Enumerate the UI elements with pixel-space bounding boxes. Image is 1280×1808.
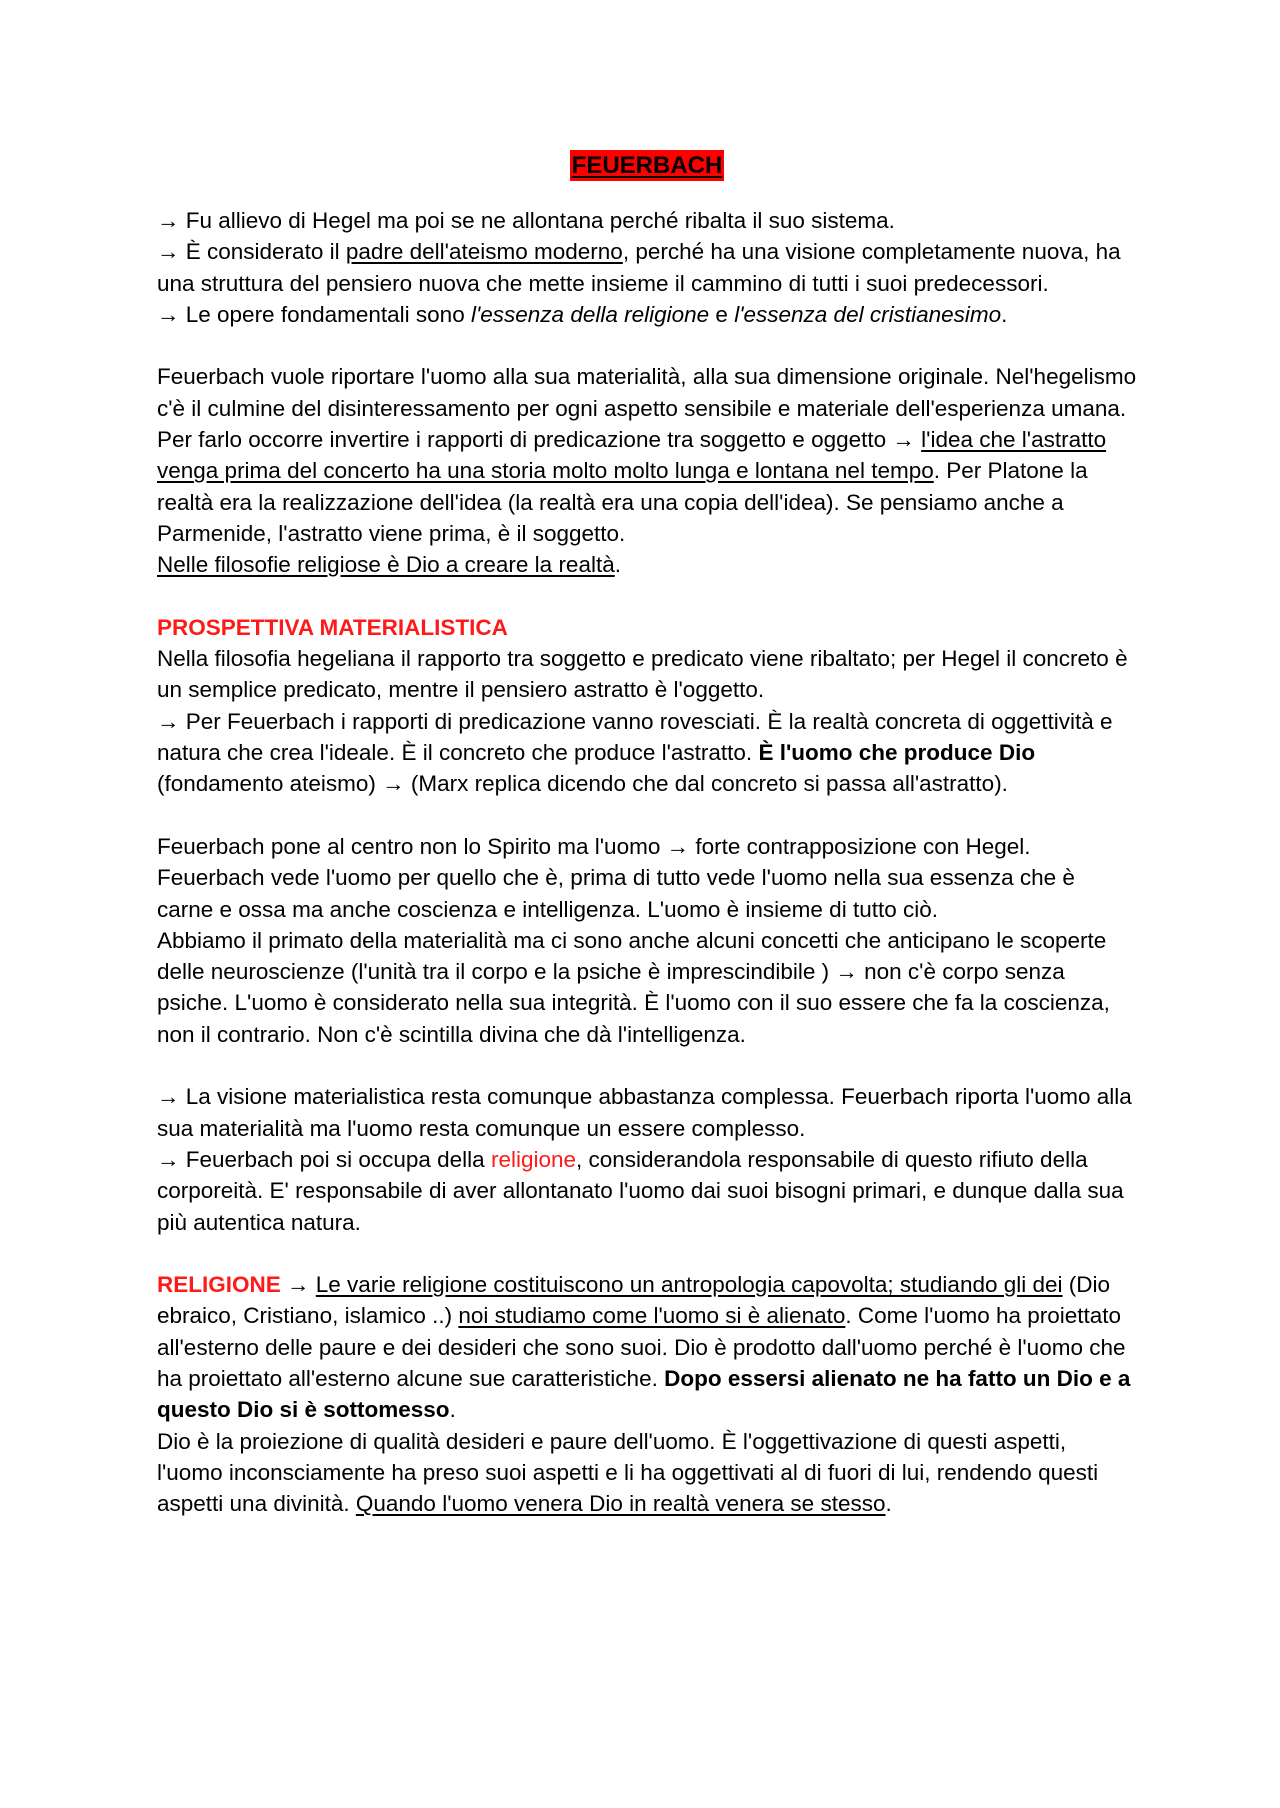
text-span: . Come l'uomo ha proiettato all'esterno delle paure e dei desideri che sono suoi. Dio è prodotto dall'uomo perché è l'uomo che ha proiettato all'esterno alcune sue caratteristiche.	[157, 1303, 1126, 1391]
paragraph-neuroscienze: Abbiamo il primato della materialità ma ci sono anche alcuni concetti che anticipano le scoperte delle neuroscienze (l'unità tra il corpo e la psiche è imprescindibile ) → non c'è corpo senza psiche. L'uomo è considerato nella sua integrità. È l'uomo con il suo essere che fa la coscienza, non il contrario. Non c'è scintilla divina che dà l'intelligenza.	[157, 927, 1110, 1047]
underlined-text: Nelle filosofie religiose è Dio a creare la realtà	[157, 552, 615, 578]
bold-text: Dopo essersi alienato ne ha fatto un Dio e a questo Dio si è sottomesso	[157, 1365, 1131, 1423]
text-span: Feuerbach vuole riportare l'uomo alla sua materialità, alla sua dimensione originale. Nel'hegelismo c'è il culmine del disinteressamento per ogni aspetto sensibile e materiale dell'esperienza umana. Per farlo occorre invertire i rapporti di predicazione tra soggetto e oggetto →	[157, 364, 1137, 453]
underlined-text: padre dell'ateismo moderno	[345, 239, 623, 265]
italic-title: l'essenza del cristianesimo	[734, 301, 1002, 327]
text-span: → Le opere fondamentali sono	[157, 301, 471, 327]
paragraph-proiezione	[157, 1426, 1137, 1520]
underlined-text: Quando l'uomo venera Dio in realtà venera se stesso	[355, 1491, 886, 1517]
paragraph-religione	[157, 1269, 1137, 1425]
section-heading-materialistica: PROSPETTIVA MATERIALISTICA	[157, 614, 508, 640]
underlined-text: Le varie religione costituiscono un antropologia capovolta; studiando gli dei	[315, 1272, 1063, 1298]
paragraph-materialita	[157, 361, 1137, 549]
spacer	[157, 581, 1137, 612]
red-keyword: religione	[490, 1146, 577, 1172]
paragraph-predicazione	[157, 706, 1137, 800]
text-span: (Dio ebraico, Cristiano, islamico ..)	[157, 1272, 1111, 1329]
text-span: .	[449, 1397, 456, 1423]
text-span: .	[1001, 301, 1008, 327]
spacer	[157, 800, 1137, 831]
underlined-text: noi studiamo come l'uomo si è alienato	[458, 1303, 846, 1329]
intro-line-3	[157, 299, 1137, 330]
text-span: Dio è la proiezione di qualità desideri e paure dell'uomo. È l'oggettivazione di questi aspetti, l'uomo inconsciamente ha preso suoi aspetti e li ha oggettivati al di fuori di lui, rendendo questi aspetti una divinità.	[157, 1428, 1099, 1517]
text-span: (fondamento ateismo) → (Marx replica dicendo che dal concreto si passa all'astratto).	[157, 771, 1008, 797]
bold-text: È l'uomo che produce Dio	[758, 740, 1036, 766]
paragraph-religione-ref	[157, 1144, 1137, 1238]
section-heading-religione: RELIGIONE	[157, 1272, 281, 1298]
text-span: .	[614, 552, 621, 578]
paragraph-hegeliana: Nella filosofia hegeliana il rapporto tra soggetto e predicato viene ribaltato; per Hegel il concreto è un semplice predicato, mentre il pensiero astratto è l'oggetto.	[157, 646, 1128, 703]
text-span: →	[280, 1272, 316, 1298]
text-span: .	[885, 1491, 892, 1517]
spacer	[157, 1238, 1137, 1269]
paragraph-spirito: Feuerbach pone al centro non lo Spirito ma l'uomo → forte contrapposizione con Hegel.	[157, 833, 1031, 859]
text-span: → È considerato il	[157, 239, 346, 265]
italic-title: l'essenza della religione	[470, 301, 710, 327]
page-title: FEUERBACH	[571, 152, 723, 179]
intro-line-2	[157, 236, 1137, 299]
text-span: → Feuerbach poi si occupa della	[157, 1146, 491, 1172]
text-span: , considerandola responsabile di questo rifiuto della corporeità. E' responsabile di aver allontanato l'uomo dai suoi bisogni primari, e dunque dalla sua più autentica natura.	[157, 1146, 1124, 1235]
spacer	[157, 330, 1137, 361]
paragraph-essenza: Feuerbach vede l'uomo per quello che è, prima di tutto vede l'uomo nella sua essenza che è carne e ossa ma anche coscienza e intelligenza. L'uomo è insieme di tutto ciò.	[157, 865, 1075, 922]
spacer	[157, 1050, 1137, 1081]
underlined-text: l'idea che l'astratto venga prima del concerto ha una storia molto molto lunga e lontana nel tempo	[157, 427, 1107, 484]
text-span: → Per Feuerbach i rapporti di predicazione vanno rovesciati. È la realtà concreta di oggettività e natura che crea l'ideale. È il concreto che produce l'astratto.	[157, 708, 1113, 766]
text-span: e	[709, 301, 735, 327]
document-page	[157, 150, 1137, 1519]
text-span: , perché ha una visione completamente nuova, ha una struttura del pensiero nuova che mette insieme il cammino di tutti i suoi predecessori.	[157, 239, 1121, 296]
paragraph-filosofie-religiose	[157, 549, 1137, 580]
text-span: . Per Platone la realtà era la realizzazione dell'idea (la realtà era una copia dell'idea). Se pensiamo anche a Parmenide, l'astratto viene prima, è il soggetto.	[157, 458, 1088, 546]
paragraph-visione: → La visione materialistica resta comunque abbastanza complessa. Feuerbach riporta l'uomo alla sua materialità ma l'uomo resta comunque un essere complesso.	[157, 1084, 1132, 1141]
title-row	[157, 150, 1137, 191]
intro-line-1: → Fu allievo di Hegel ma poi se ne allontana perché ribalta il suo sistema.	[157, 208, 895, 233]
